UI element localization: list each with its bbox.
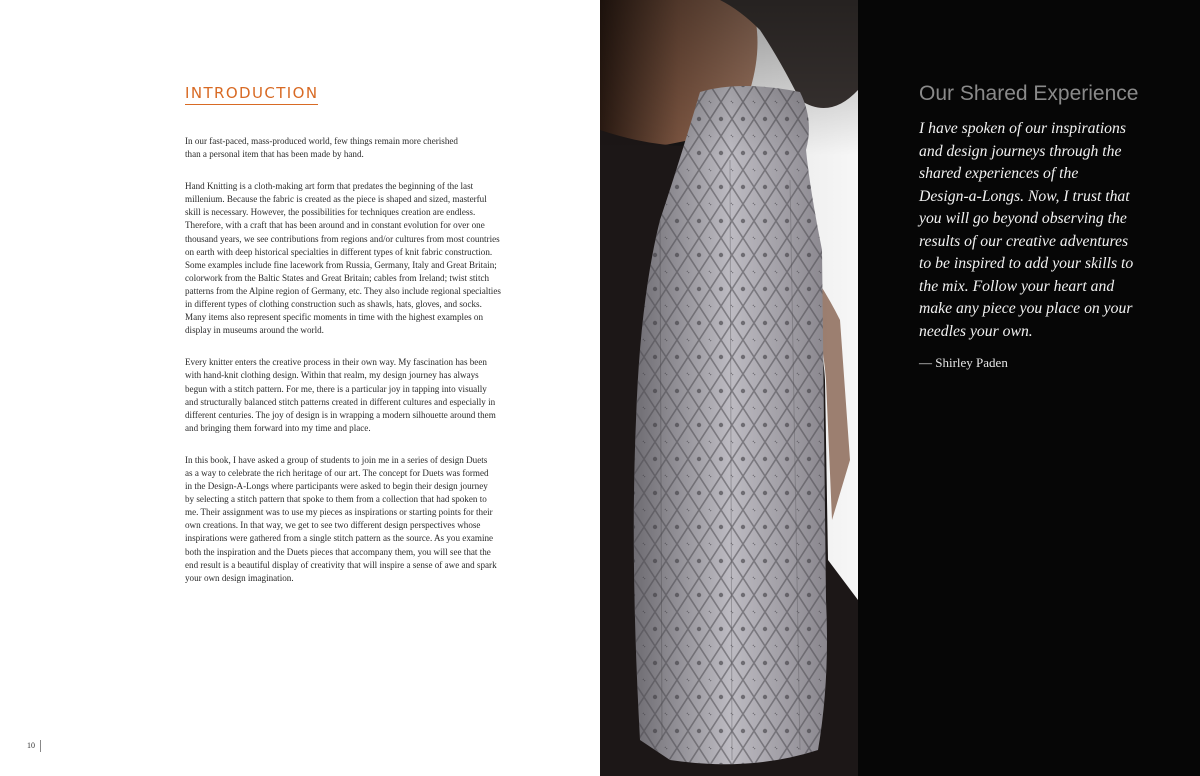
paragraph: Every knitter enters the creative process in their own way. My fascination has been with hand-knit clothing design. Within that realm, my design journey has always begun with a stitch pattern. For me, there is a particular joy in tapping into visually and structurally balanced stitch patterns created in different cultures and especially in different centuries. The joy of design is in wrapping a modern silhouette around them and bringing them forward into my time and place. — [185, 357, 496, 433]
photo-illustration — [600, 0, 858, 776]
paragraph: In our fast-paced, mass-produced world, few things remain more cherished than a personal item that has been made by hand. — [185, 136, 458, 160]
section-heading: INTRODUCTION — [185, 84, 318, 105]
model-photo — [600, 0, 858, 776]
page-number: 10 — [27, 740, 41, 752]
quote-attribution: — Shirley Paden — [919, 355, 1008, 370]
quote-text: I have spoken of our inspirations and design journeys through the shared experiences of the Design-a-Longs. Now, I trust that you will go beyond observing the results of our creative adventures to be inspired to add your skills to the mix. Follow your heart and make any piece you place on your needles your own. — [919, 120, 1134, 340]
panel-title: Our Shared Experience — [919, 82, 1139, 105]
paragraph: Hand Knitting is a cloth-making art form that predates the beginning of the last millenium. Because the fabric is created as the piece is shaped and sized, masterful skill is necessary. However, the possibilities for techniques creation are endless. Therefore, with a craft that has been around and in constant evolution for over one thousand years, we see contributions from regions and/or cultures from most countries on earth with deep historical specialties in different types of knit fabric construction. Some examples include fine lacework from Russia, Germany, Italy and Great Britain; colorwork from the Baltic States and Great Britain; cables from Ireland; twist stitch patterns from the Alpine region of Germany, etc. They also include regional specialties in different types of clothing construction such as shawls, hats, gloves, and socks. Many items also represent specific moments in time with the highest examples on display in museums around the world. — [185, 181, 501, 336]
paragraph: In this book, I have asked a group of students to join me in a series of design Duets as a way to celebrate the rich heritage of our art. The concept for Duets was formed in the Design-A-Longs where participants were asked to begin their design journey by selecting a stitch pattern that spoke to them from a collection that had spoken to me. Their assignment was to use my pieces as inspirations or starting points for their own creations. In that way, we get to see two different design perspectives whose inspirations were gathered from a single stitch pattern as the source. As you examine both the inspiration and the Duets pieces that accompany them, you will see that the end result is a beautiful display of creativity that will inspire a sense of awe and spark your own design imagination. — [185, 454, 497, 583]
quote-panel — [858, 0, 1200, 776]
body-text — [185, 135, 555, 604]
